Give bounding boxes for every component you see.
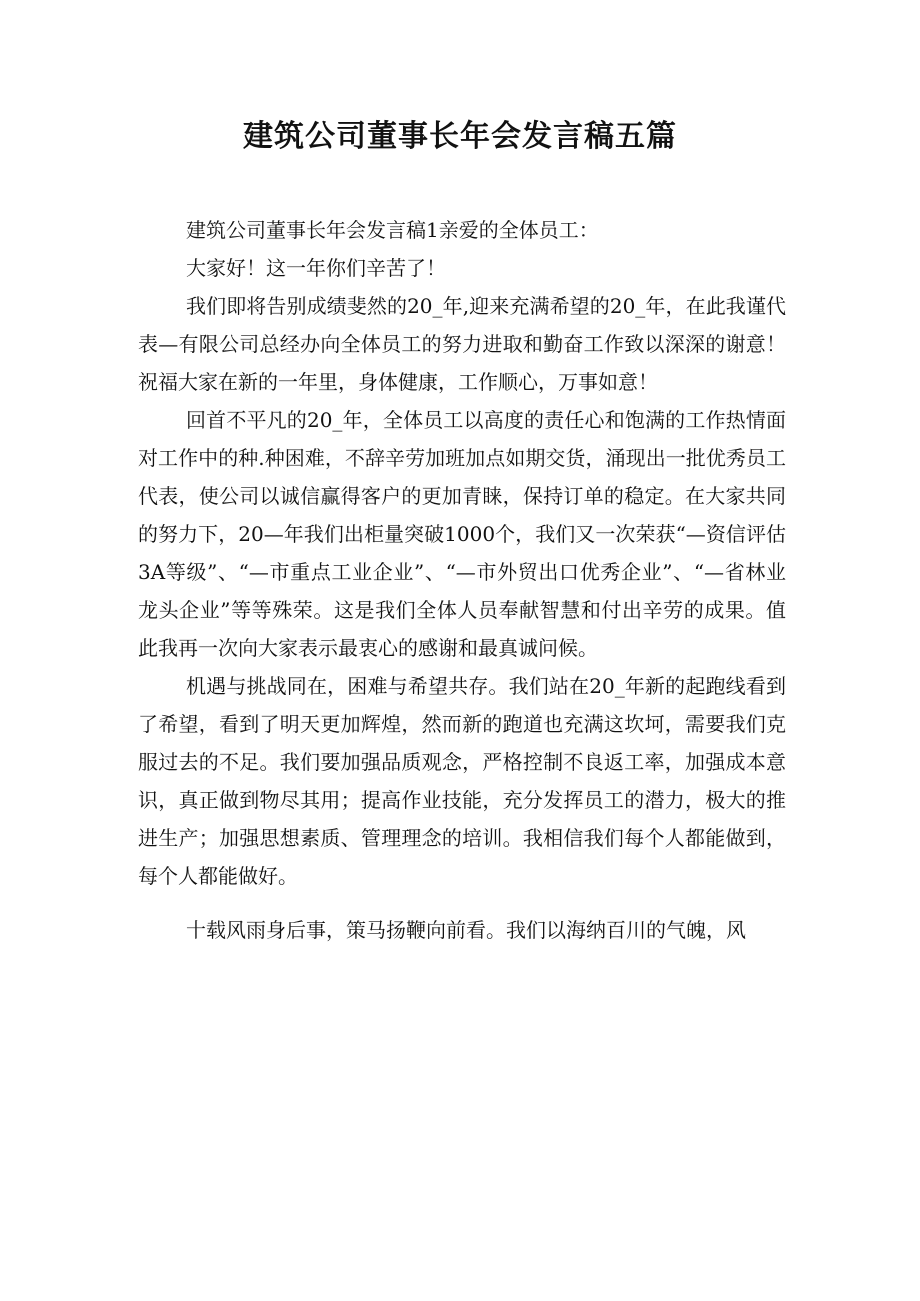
paragraph-challenges: 机遇与挑战同在，困难与希望共存。我们站在20_年新的起跑线看到了希望，看到了明天更加辉煌，然而新的跑道也充满这坎坷，需要我们克服过去的不足。我们要加强品质观念，严格控制不良返工率，加强成本意识，真正做到物尽其用；提高作业技能，充分发挥员工的潜力，极大的推进生产；加强思想素质、管理理念的培训。我相信我们每个人都能做到，每个人都能做好。: [138, 674, 786, 888]
paragraph-thanks: 我们即将告别成绩斐然的20_年,迎来充满希望的20_年，在此我谨代表—有限公司总经办向全体员工的努力进取和勤奋工作致以深深的谢意！祝福大家在新的一年里，身体健康，工作顺心，万事如意！: [138, 294, 786, 394]
paragraph-outlook: 十载风雨身后事，策马扬鞭向前看。我们以海纳百川的气魄，风: [186, 918, 746, 942]
document-title: 建筑公司董事长年会发言稿五篇: [243, 119, 677, 154]
document-body: [138, 211, 786, 949]
paragraph-greeting: 大家好！这一年你们辛苦了！: [186, 256, 446, 280]
paragraph-greeting-header: 建筑公司董事长年会发言稿1亲爱的全体员工：: [186, 218, 599, 242]
paragraph-review: 回首不平凡的20_年，全体员工以高度的责任心和饱满的工作热情面对工作中的种.种困难，不辞辛劳加班加点如期交货，涌现出一批优秀员工代表，使公司以诚信赢得客户的更加青睐，保持订单的稳定。在大家共同的努力下，20—年我们出柜量突破1000个，我们又一次荣获“—资信评估3A等级”、“—市重点工业企业”、“—市外贸出口优秀企业”、“—省林业龙头企业”等等殊荣。这是我们全体人员奉献智慧和付出辛劳的成果。值此我再一次向大家表示最衷心的感谢和最真诚问候。: [138, 408, 786, 660]
